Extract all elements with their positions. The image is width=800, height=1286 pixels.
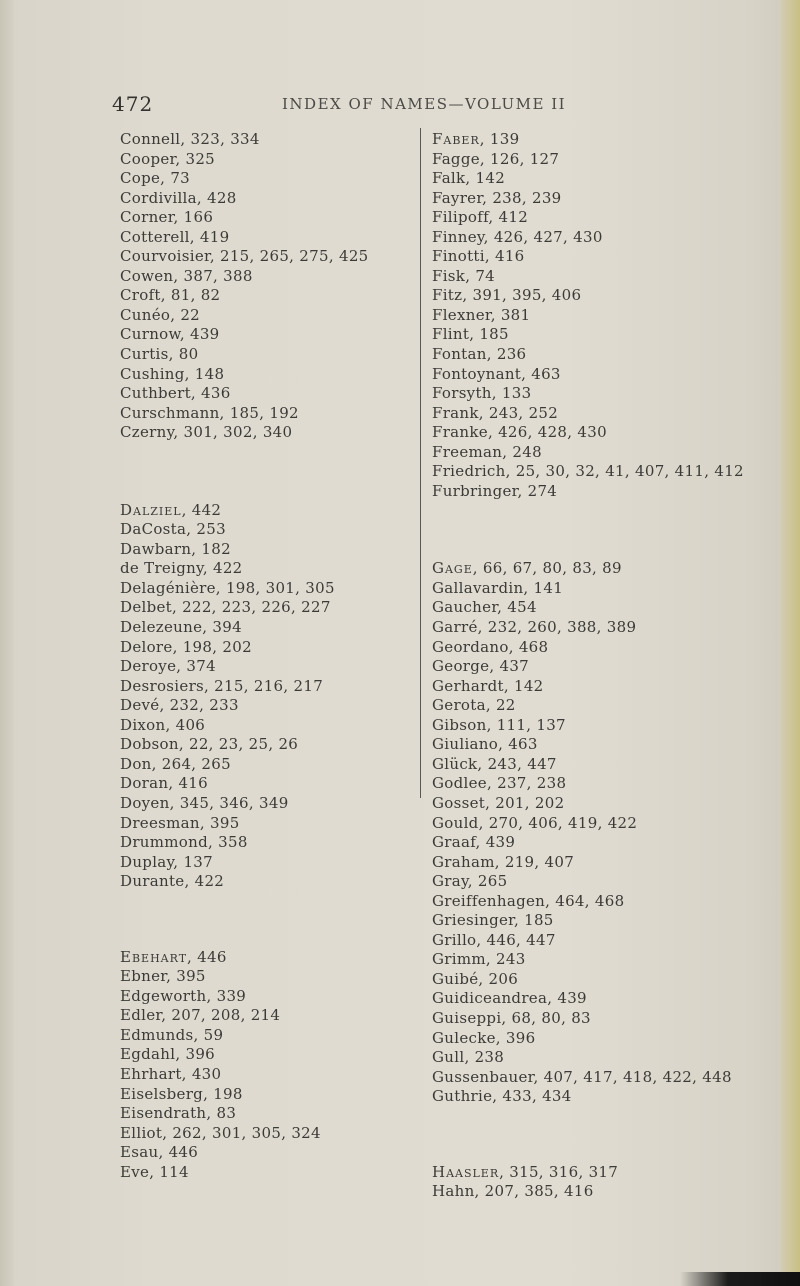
index-entry: Gould, 270, 406, 419, 422: [432, 813, 638, 832]
index-entry: Drummond, 358: [120, 833, 248, 852]
index-entry: Cordivilla, 428: [120, 188, 237, 207]
index-entry-section-lead: Dalziel, 442: [120, 500, 222, 519]
index-entry: Curschmann, 185, 192: [120, 403, 299, 422]
index-entry: Hahn, 207, 385, 416: [432, 1182, 594, 1201]
index-entry: Cowen, 387, 388: [120, 266, 253, 285]
index-entry: Durante, 422: [120, 872, 225, 891]
index-entry: Courvoisier, 215, 265, 275, 425: [120, 247, 369, 266]
index-entry: Guidiceandrea, 439: [432, 989, 587, 1008]
index-entry: Deroye, 374: [120, 657, 216, 676]
index-entry: Forsyth, 133: [432, 384, 532, 403]
section-g: [432, 559, 780, 1106]
index-entry: Guthrie, 433, 434: [432, 1087, 572, 1106]
index-entry: Guibé, 206: [432, 969, 519, 988]
index-entry: Devé, 232, 233: [120, 696, 239, 715]
index-entry: Eve, 114: [120, 1162, 189, 1181]
index-entry: de Treigny, 422: [120, 559, 243, 578]
index-entry-section-lead: Ebehart, 446: [120, 947, 227, 966]
section-f: [432, 130, 780, 501]
section-d: [120, 501, 410, 892]
index-entry: Dreesman, 395: [120, 813, 240, 832]
index-entry: Doyen, 345, 346, 349: [120, 793, 289, 812]
page-number: 472: [112, 92, 154, 116]
index-entry: Fayrer, 238, 239: [432, 188, 562, 207]
index-entry: Fisk, 74: [432, 266, 496, 285]
index-entry-section-lead: Connell, 323, 334: [120, 130, 260, 148]
section-h: [432, 1163, 780, 1202]
index-entry: Cooper, 325: [120, 149, 216, 168]
index-entry: Dawbarn, 182: [120, 539, 231, 558]
running-title: INDEX OF NAMES—VOLUME II: [282, 95, 567, 113]
page-header: [112, 92, 592, 118]
index-entry: Graham, 219, 407: [432, 852, 575, 871]
index-entry: Elliot, 262, 301, 305, 324: [120, 1123, 321, 1142]
index-entry: Cushing, 148: [120, 364, 225, 383]
page-right-edge: [780, 0, 800, 1286]
index-entry: Griesinger, 185: [432, 911, 554, 930]
index-entry: Esau, 446: [120, 1143, 199, 1162]
index-entry: Greiffenhagen, 464, 468: [432, 891, 625, 910]
index-entry-section-lead: Faber, 139: [432, 130, 520, 148]
index-entry: Grillo, 446, 447: [432, 930, 556, 949]
scan-dark-corner: [680, 1272, 800, 1286]
index-entry: Cuthbert, 436: [120, 384, 231, 403]
index-entry: Eisendrath, 83: [120, 1104, 237, 1123]
section-c: [120, 130, 410, 443]
index-entry: Corner, 166: [120, 208, 214, 227]
index-entry-section-lead: Gage, 66, 67, 80, 83, 89: [432, 559, 622, 578]
index-entry: Delagénière, 198, 301, 305: [120, 578, 335, 597]
index-entry: Finotti, 416: [432, 247, 525, 266]
index-entry: Czerny, 301, 302, 340: [120, 423, 293, 442]
index-entry: Delbet, 222, 223, 226, 227: [120, 598, 331, 617]
index-entry: Fontoynant, 463: [432, 364, 561, 383]
index-entry: Franke, 426, 428, 430: [432, 423, 607, 442]
index-entry: Guiseppi, 68, 80, 83: [432, 1008, 591, 1027]
index-entry: Curnow, 439: [120, 325, 220, 344]
index-entry: Godlee, 237, 238: [432, 774, 567, 793]
index-entry: Filipoff, 412: [432, 208, 529, 227]
index-entry: Grimm, 243: [432, 950, 526, 969]
index-entry: Garré, 232, 260, 388, 389: [432, 618, 637, 637]
index-entry: Cunéo, 22: [120, 305, 201, 324]
index-entry: Gosset, 201, 202: [432, 793, 565, 812]
index-entry: Edmunds, 59: [120, 1025, 224, 1044]
index-entry: Gerhardt, 142: [432, 676, 544, 695]
page-left-edge: [0, 0, 14, 1286]
index-entry: Falk, 142: [432, 169, 506, 188]
index-entry: Croft, 81, 82: [120, 286, 221, 305]
index-entry: Edgeworth, 339: [120, 986, 247, 1005]
right-column: [432, 130, 780, 1202]
index-entry: Giuliano, 463: [432, 735, 538, 754]
index-entry: Furbringer, 274: [432, 481, 558, 500]
section-gap: [432, 1107, 780, 1163]
index-entry: Frank, 243, 252: [432, 403, 559, 422]
index-entry: Dobson, 22, 23, 25, 26: [120, 735, 299, 754]
index-entry: Cotterell, 419: [120, 227, 230, 246]
index-entry: Gaucher, 454: [432, 598, 537, 617]
section-gap: [120, 443, 410, 501]
index-entry: Ebner, 395: [120, 967, 206, 986]
column-divider: [420, 128, 421, 798]
index-entry: Dixon, 406: [120, 715, 206, 734]
index-entry-section-lead: Haasler, 315, 316, 317: [432, 1162, 619, 1181]
index-entry: Gallavardin, 141: [432, 578, 564, 597]
index-entry: Finney, 426, 427, 430: [432, 227, 603, 246]
index-entry: Gray, 265: [432, 872, 508, 891]
index-entry: Fagge, 126, 127: [432, 149, 560, 168]
index-entry: Edler, 207, 208, 214: [120, 1006, 281, 1025]
index-entry: Geordano, 468: [432, 637, 549, 656]
index-entry: Glück, 243, 447: [432, 754, 557, 773]
section-gap: [432, 501, 780, 559]
index-entry: Flint, 185: [432, 325, 509, 344]
index-entry: Doran, 416: [120, 774, 208, 793]
index-entry: Gull, 238: [432, 1048, 505, 1067]
section-e: [120, 948, 410, 1183]
left-column: [120, 130, 410, 1182]
index-entry: Delezeune, 394: [120, 618, 242, 637]
index-entry: Delore, 198, 202: [120, 637, 252, 656]
index-entry: Ehrhart, 430: [120, 1064, 222, 1083]
index-entry: DaCosta, 253: [120, 520, 226, 539]
index-entry: Desrosiers, 215, 216, 217: [120, 676, 324, 695]
section-gap: [120, 892, 410, 948]
index-entry: Curtis, 80: [120, 345, 199, 364]
index-entry: Gerota, 22: [432, 696, 516, 715]
index-entry: Graaf, 439: [432, 833, 516, 852]
index-entry: Don, 264, 265: [120, 754, 231, 773]
index-entry: Eiselsberg, 198: [120, 1084, 243, 1103]
index-entry: Gulecke, 396: [432, 1028, 536, 1047]
index-entry: Freeman, 248: [432, 442, 542, 461]
index-entry: Duplay, 137: [120, 852, 213, 871]
index-entry: Cope, 73: [120, 169, 191, 188]
index-entry: George, 437: [432, 657, 530, 676]
index-entry: Egdahl, 396: [120, 1045, 216, 1064]
index-entry: Gibson, 111, 137: [432, 715, 566, 734]
index-entry: Fitz, 391, 395, 406: [432, 286, 582, 305]
index-entry: Flexner, 381: [432, 305, 531, 324]
index-entry: Fontan, 236: [432, 345, 527, 364]
index-entry: Gussenbauer, 407, 417, 418, 422, 448: [432, 1067, 732, 1086]
index-entry: Friedrich, 25, 30, 32, 41, 407, 411, 412: [432, 462, 744, 481]
